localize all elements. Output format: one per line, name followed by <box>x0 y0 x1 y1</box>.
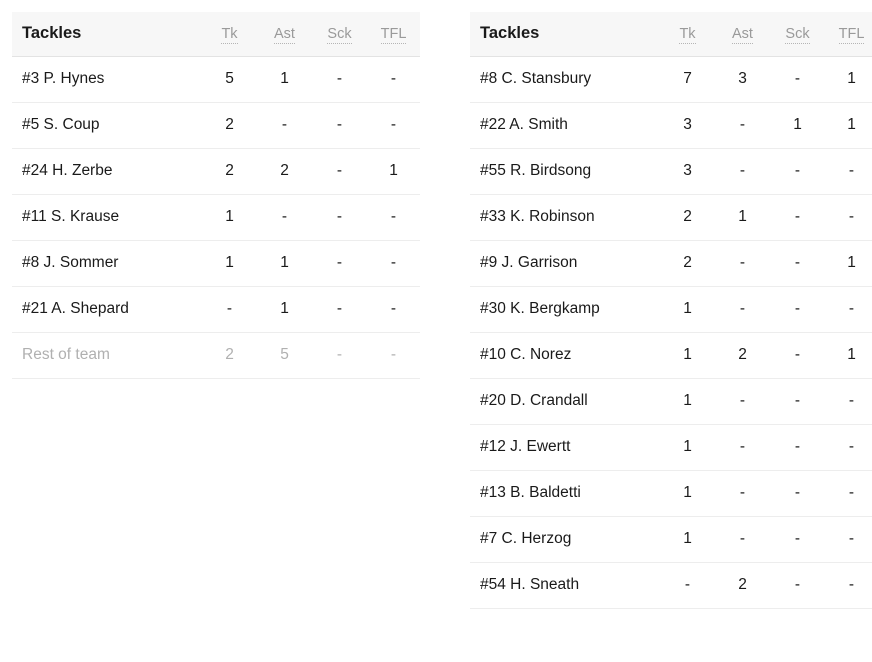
stat-tk: 2 <box>202 103 257 149</box>
stat-ast: 3 <box>715 57 770 103</box>
stat-tfl: - <box>825 563 872 609</box>
stat-sck: - <box>312 149 367 195</box>
stat-tk: 2 <box>202 333 257 379</box>
table-row[interactable] <box>470 287 872 333</box>
stat-tfl: - <box>367 333 420 379</box>
tackles-table-left <box>12 12 420 379</box>
stat-tk: 1 <box>202 241 257 287</box>
table-row[interactable] <box>470 103 872 149</box>
player-name: #21 A. Shepard <box>12 287 202 333</box>
stat-tk: 1 <box>660 425 715 471</box>
player-name: #22 A. Smith <box>470 103 660 149</box>
stat-tfl: - <box>825 287 872 333</box>
stat-ast: 2 <box>715 563 770 609</box>
player-name: #24 H. Zerbe <box>12 149 202 195</box>
column-header-ast <box>257 12 312 57</box>
stat-tfl: - <box>825 425 872 471</box>
table-row[interactable] <box>470 563 872 609</box>
player-name: #8 J. Sommer <box>12 241 202 287</box>
player-name: #33 K. Robinson <box>470 195 660 241</box>
column-header-tfl-label: TFL <box>380 25 407 42</box>
stat-ast: - <box>715 287 770 333</box>
stat-sck: - <box>312 57 367 103</box>
stat-ast: - <box>715 241 770 287</box>
stat-tfl: - <box>367 241 420 287</box>
table-row[interactable] <box>470 379 872 425</box>
player-name: #7 C. Herzog <box>470 517 660 563</box>
column-header-ast-label: Ast <box>732 25 753 42</box>
stat-sck: - <box>770 333 825 379</box>
column-header-sck-label: Sck <box>327 25 352 42</box>
column-header-sck <box>312 12 367 57</box>
stat-tfl: - <box>367 57 420 103</box>
stat-sck: - <box>770 149 825 195</box>
tackles-panel-right <box>470 12 872 609</box>
stat-tk: 3 <box>660 103 715 149</box>
player-name: Rest of team <box>12 333 202 379</box>
column-header-tfl <box>367 12 420 57</box>
table-row[interactable] <box>470 425 872 471</box>
stat-tfl: - <box>367 195 420 241</box>
table-row[interactable] <box>470 517 872 563</box>
stat-ast: 1 <box>257 57 312 103</box>
stat-tk: 1 <box>660 333 715 379</box>
stat-sck: - <box>312 103 367 149</box>
stat-tfl: - <box>367 103 420 149</box>
stat-ast: 2 <box>257 149 312 195</box>
stat-sck: - <box>312 333 367 379</box>
stat-tk: 7 <box>660 57 715 103</box>
stat-ast: - <box>257 103 312 149</box>
stat-tk: 2 <box>202 149 257 195</box>
stat-sck: - <box>770 287 825 333</box>
column-header-player: Tackles <box>470 12 660 57</box>
stat-ast: - <box>715 471 770 517</box>
player-name: #10 C. Norez <box>470 333 660 379</box>
stat-tfl: 1 <box>825 241 872 287</box>
stat-tk: 2 <box>660 195 715 241</box>
stat-ast: - <box>257 195 312 241</box>
stat-tk: 1 <box>660 471 715 517</box>
stat-tfl: - <box>825 379 872 425</box>
column-header-sck-label: Sck <box>785 25 810 42</box>
player-name: #11 S. Krause <box>12 195 202 241</box>
column-header-ast-label: Ast <box>274 25 295 42</box>
player-name: #5 S. Coup <box>12 103 202 149</box>
stat-ast: 1 <box>715 195 770 241</box>
stat-tk: 5 <box>202 57 257 103</box>
stat-ast: - <box>715 425 770 471</box>
player-name: #13 B. Baldetti <box>470 471 660 517</box>
stat-tfl: - <box>825 195 872 241</box>
table-row[interactable] <box>12 103 420 149</box>
player-name: #20 D. Crandall <box>470 379 660 425</box>
header-row <box>470 12 872 57</box>
column-header-tk <box>202 12 257 57</box>
table-row[interactable] <box>470 57 872 103</box>
table-header-left <box>12 12 420 57</box>
table-row[interactable] <box>12 149 420 195</box>
stat-tk: - <box>660 563 715 609</box>
stat-sck: - <box>770 379 825 425</box>
stat-tfl: 1 <box>825 57 872 103</box>
player-name: #54 H. Sneath <box>470 563 660 609</box>
header-row <box>12 12 420 57</box>
stat-tfl: 1 <box>367 149 420 195</box>
tackles-table-right <box>470 12 872 609</box>
table-row[interactable] <box>470 333 872 379</box>
stat-ast: - <box>715 517 770 563</box>
player-name: #30 K. Bergkamp <box>470 287 660 333</box>
stat-tfl: - <box>825 517 872 563</box>
stat-sck: - <box>312 241 367 287</box>
stat-tk: 1 <box>202 195 257 241</box>
player-name: #8 C. Stansbury <box>470 57 660 103</box>
stat-ast: - <box>715 103 770 149</box>
stat-tk: 3 <box>660 149 715 195</box>
stat-sck: - <box>770 241 825 287</box>
stat-ast: 2 <box>715 333 770 379</box>
table-row[interactable] <box>12 195 420 241</box>
player-name: #3 P. Hynes <box>12 57 202 103</box>
table-row[interactable] <box>12 287 420 333</box>
stat-sck: - <box>312 195 367 241</box>
player-name: #12 J. Ewertt <box>470 425 660 471</box>
stat-ast: 1 <box>257 241 312 287</box>
player-name: #55 R. Birdsong <box>470 149 660 195</box>
column-header-tk-label: Tk <box>679 25 696 42</box>
table-row[interactable] <box>470 149 872 195</box>
stat-sck: - <box>770 195 825 241</box>
stat-tfl: - <box>367 287 420 333</box>
stat-ast: 5 <box>257 333 312 379</box>
stat-tk: 1 <box>660 287 715 333</box>
stat-sck: - <box>770 425 825 471</box>
stat-tk: 1 <box>660 379 715 425</box>
table-row[interactable] <box>12 57 420 103</box>
table-row[interactable] <box>12 333 420 379</box>
stat-tfl: - <box>825 471 872 517</box>
table-row[interactable] <box>470 241 872 287</box>
stat-tfl: - <box>825 149 872 195</box>
table-body-left <box>12 57 420 379</box>
stat-ast: - <box>715 379 770 425</box>
column-header-ast <box>715 12 770 57</box>
stat-tfl: 1 <box>825 103 872 149</box>
stat-sck: - <box>770 471 825 517</box>
column-header-tfl-label: TFL <box>838 25 865 42</box>
table-row[interactable] <box>470 471 872 517</box>
tackles-panel-left <box>12 12 420 609</box>
stat-sck: - <box>770 57 825 103</box>
stat-tk: - <box>202 287 257 333</box>
stat-sck: - <box>770 517 825 563</box>
table-row[interactable] <box>470 195 872 241</box>
table-header-right <box>470 12 872 57</box>
column-header-sck <box>770 12 825 57</box>
stat-tfl: 1 <box>825 333 872 379</box>
column-header-tk <box>660 12 715 57</box>
column-header-player: Tackles <box>12 12 202 57</box>
table-body-right <box>470 57 872 609</box>
stat-tk: 2 <box>660 241 715 287</box>
stat-sck: 1 <box>770 103 825 149</box>
stat-tk: 1 <box>660 517 715 563</box>
stat-ast: 1 <box>257 287 312 333</box>
column-header-tk-label: Tk <box>221 25 238 42</box>
column-header-tfl <box>825 12 872 57</box>
stat-ast: - <box>715 149 770 195</box>
table-row[interactable] <box>12 241 420 287</box>
player-name: #9 J. Garrison <box>470 241 660 287</box>
stat-sck: - <box>312 287 367 333</box>
stat-sck: - <box>770 563 825 609</box>
